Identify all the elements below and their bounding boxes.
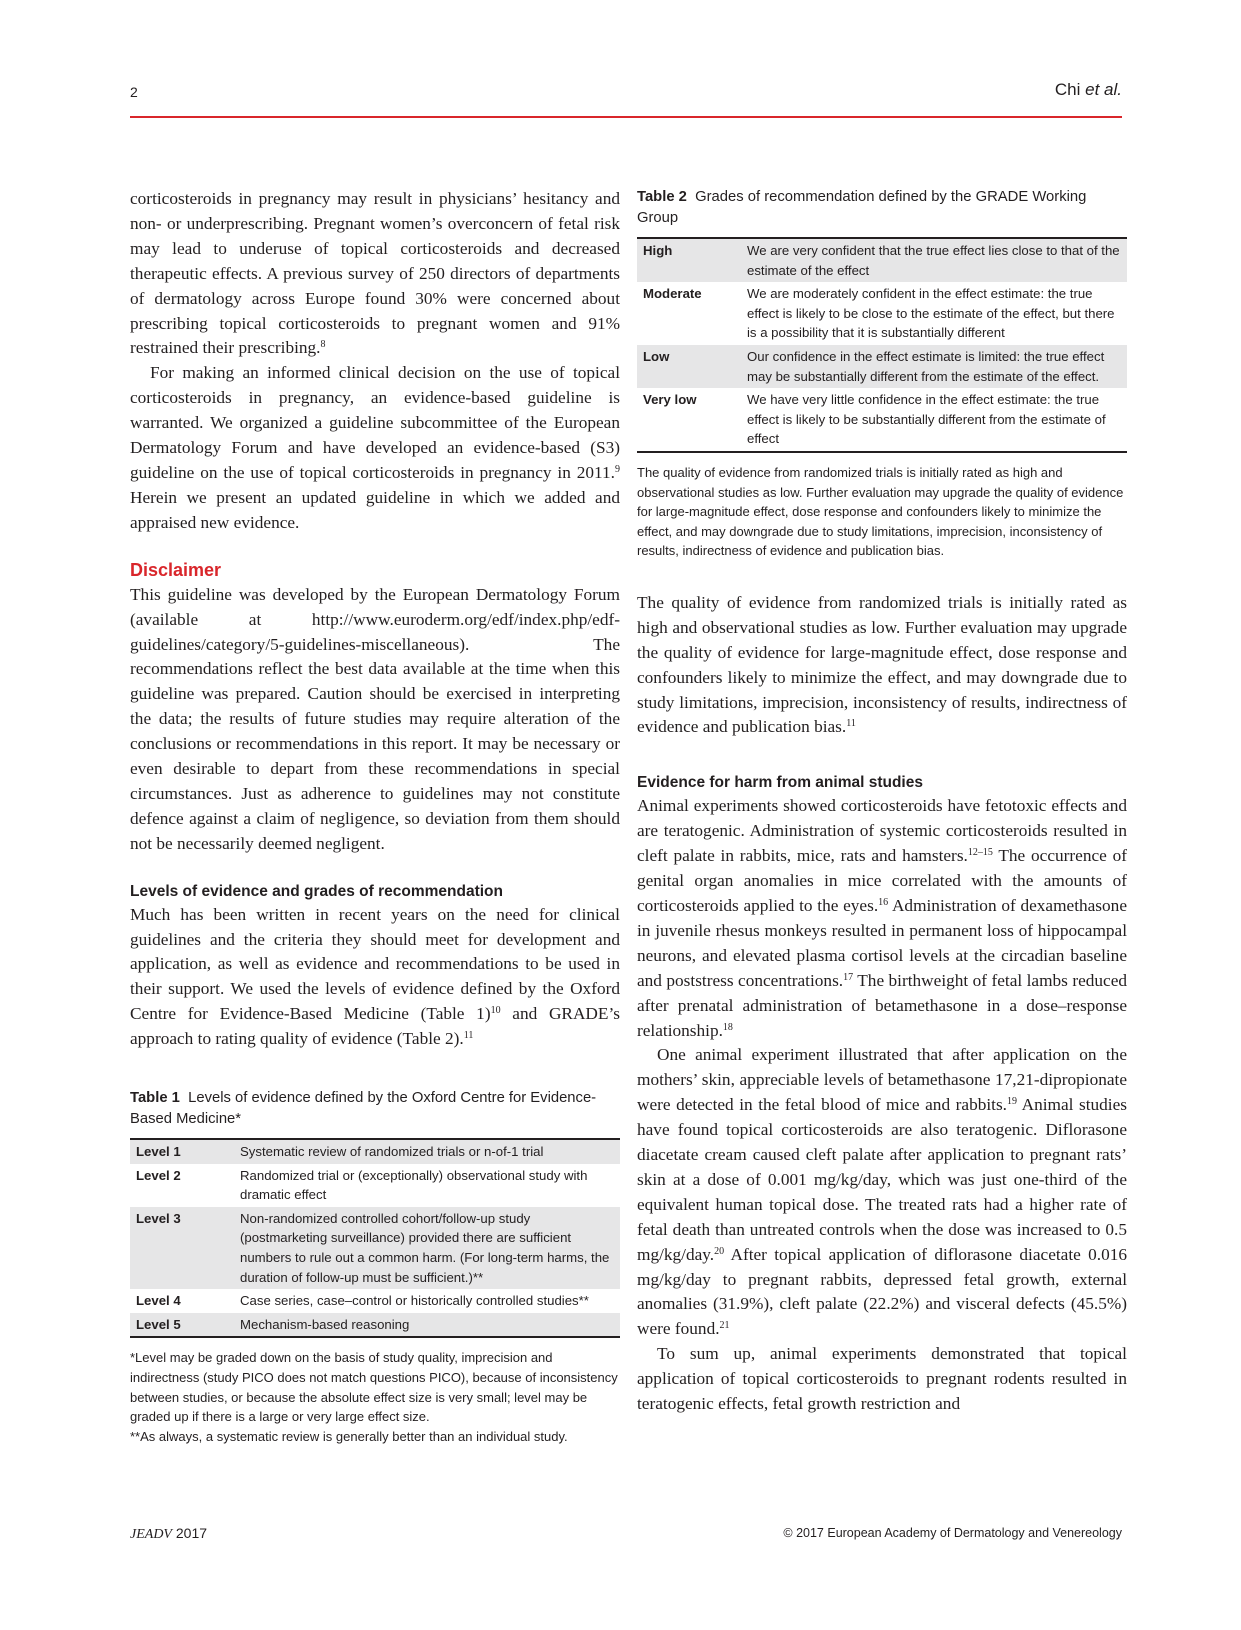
page-header [130,80,1122,118]
table-2-caption [637,187,1127,229]
table-row [130,1139,620,1164]
paragraph-text: Much has been written in recent years on the need for clinical guidelines and the criteria they should meet for development and application, as well as evidence and recommendations to be used in their support. We used the levels of evidence defined by the Oxford Centre for Evidence-Based Medicine (Table 1) [130,904,620,1024]
table-cell-level: Level 2 [136,1167,181,1183]
table-title: Grades of recommendation defined by the GRADE Working Group [637,189,1087,226]
table-row [637,345,1127,388]
reference-citation[interactable]: 17 [843,971,854,983]
disclaimer-paragraph: This guideline was developed by the European Dermatology Forum (available at http://www.euroderm.org/edf/index.php/edf-guidelines/category/5-guidelines-miscellaneous). The recommendations reflect the best data available at the time when this guideline was prepared. Caution should be exercised in interpreting the data; the results of future studies may require alteration of the conclusions or recommendations in this report. It may be necessary or even desirable to depart from these recommendations in special circumstances. Just as adherence to guidelines may not constitute defence against a claim of negligence, so deviation from them should not be necessarily deemed negligent. [130,584,620,853]
reference-citation[interactable]: 19 [1007,1096,1017,1108]
paragraph [637,591,1127,740]
reference-citation[interactable]: 11 [463,1030,474,1042]
table-row [130,1289,620,1313]
right-column [637,187,1127,1417]
table-row [637,388,1127,452]
reference-citation[interactable]: 8 [320,339,326,351]
paragraph-text: and GRADE’s approach to rating quality of evidence (Table 2). [130,1004,620,1049]
table-title: Levels of evidence defined by the Oxford Centre for Evidence-Based Medicine* [130,1090,597,1128]
paragraph-text: corticosteroids in pregnancy may result in physicians’ hesitancy and non- or underprescribing. Pregnant women’s overconcern of fetal risk may lead to underuse of topical corticosteroids and decreased therapeutic effects. A previous survey of 250 directors of departments of dermatology across Europe found 30% were concerned about prescribing topical corticosteroids to pregnant women and 91% restrained their prescribing. [130,189,620,358]
table-cell-desc: We are very confident that the true effect lies close to that of the estimate of the effect [741,238,1127,282]
reference-citation[interactable]: 16 [878,896,889,908]
table-cell-desc: Mechanism-based reasoning [234,1313,620,1338]
table-footnote-text: **As always, a systematic review is generally better than an individual study. [130,1428,568,1444]
table-1-footnote [130,1348,620,1446]
footer-copyright: © 2017 European Academy of Dermatology and Venereology [783,1526,1122,1540]
table-footnote-text: *Level may be graded down on the basis of study quality, imprecision and indirectness (study PICO does not match questions PICO), because of inconsistency between studies, or because the absolute effect size is very small; level may be graded up if there is a large or very large effect size. [130,1350,618,1425]
subsection-heading-animal: Evidence for harm from animal studies [637,774,923,792]
reference-citation[interactable]: 20 [714,1245,725,1257]
paragraph: To sum up, animal experiments demonstrated that topical application of topical corticosteroids to pregnant rodents resulted in teratogenic effects, fetal growth restriction and [637,1344,1127,1414]
running-head [1055,80,1122,100]
reference-citation[interactable]: 11 [846,718,856,730]
table-row [130,1313,620,1338]
table-cell-desc: Our confidence in the effect estimate is limited: the true effect may be substantially different from the estimate of the effect. [741,345,1127,388]
table-cell-grade: Very low [643,392,697,408]
table-cell-grade: Moderate [643,286,702,302]
table-label: Table 1 [130,1090,180,1107]
paragraph-text: For making an informed clinical decision on the use of topical corticosteroids in pregnancy, an evidence-based guideline is warranted. We organized a guideline subcommittee of the European Dermatology Forum and have developed an evidence-based (S3) guideline on the use of topical corticosteroids in pregnancy in 2011. [130,363,620,482]
section-heading-disclaimer: Disclaimer [130,559,222,580]
paragraph-text: Herein we present an updated guideline in which we added and appraised new evidence. [130,487,620,532]
table-cell-desc: Case series, case–control or historically controlled studies** [240,1293,589,1309]
table-cell-level: Level 5 [130,1313,234,1338]
table-cell-level: Level 3 [130,1207,234,1289]
table-2 [637,187,1127,561]
paragraph-text: The birthweight of fetal lambs reduced after prenatal administration of betamethasone in a dose–response relationship. [637,970,1128,1040]
table-row [637,282,1127,345]
table-cell-desc: Randomized trial or (exceptionally) observational study with dramatic effect [240,1167,588,1203]
table-1-grid [130,1138,620,1338]
paragraph-text: Administration of dexamethasone in juvenile rhesus monkeys resulted in permanent loss of hippocampal neurons, and elevated plasma cortisol levels at the circadian baseline and poststress concentrations. [637,895,1127,990]
table-cell-desc: Systematic review of randomized trials or n-of-1 trial [234,1139,620,1164]
table-2-grid [637,237,1127,453]
table-cell-grade: Low [637,345,741,388]
table-cell-level: Level 1 [130,1139,234,1164]
paragraph-text: The occurrence of genital organ anomalies in mice correlated with the amounts of corticosteroids applied to the eyes. [637,846,1127,915]
table-row [130,1207,620,1289]
journal-name: JEADV [130,1527,172,1542]
running-head-etal: et al. [1085,80,1122,99]
running-head-author: Chi [1054,80,1081,99]
paragraph-text: The quality of evidence from randomized trials is initially rated as high and observational studies as low. Further evaluation may upgrade the quality of evidence for large-magnitude effect, dose response and confounders likely to minimize the effect, and may downgrade due to study limitations, imprecision, inconsistency of results, indirectness of evidence and publication bias. [637,592,1127,737]
table-cell-desc: We have very little confidence in the effect estimate: the true effect is likely to be substantially different from the estimate of effect [747,392,1106,447]
reference-citation[interactable]: 9 [615,463,620,475]
paragraph [130,361,620,535]
reference-citation[interactable]: 12–15 [967,847,993,859]
table-cell-level: Level 4 [136,1293,181,1309]
paragraph-text: Animal studies have found topical corticosteroids are also teratogenic. Diflorasone diacetate cream caused cleft palate after application to pregnant rats’ skin at a dose of 0.001 mg/kg/day, which was just one-third of the equivalent human topical dose. The treated rats had a higher rate of fetal death than untreated controls when the dose was increased to 0.5 mg/kg/day. [637,1095,1127,1264]
footer-journal [130,1525,207,1543]
reference-citation[interactable]: 21 [719,1320,730,1332]
paragraph-text: After topical application of diflorasone diacetate 0.016 mg/kg/day to pregnant rabbits, depressed fetal growth, external anomalies (31.9%), cleft palate (22.2%) and visceral defects (45.5%) were found. [637,1244,1127,1339]
table-row [637,238,1127,282]
reference-citation[interactable]: 18 [722,1021,733,1033]
paragraph [130,187,620,361]
paragraph-text: One animal experiment illustrated that after application on the mothers’ skin, appreciable levels of betamethasone 17,21-dipropionate were detected in the fetal blood of mice and rabbits. [637,1045,1127,1115]
table-2-footnote: The quality of evidence from randomized trials is initially rated as high and observational studies as low. Further evaluation may upgrade the quality of evidence for large-magnitude effect, dose response and confounders likely to minimize the effect, and may downgrade due to study limitations, imprecision, inconsistency of results, indirectness of evidence and publication bias. [637,464,1124,559]
reference-citation[interactable]: 10 [490,1005,501,1017]
table-cell-grade: High [637,238,741,282]
paragraph [637,794,1127,1043]
subsection-heading-levels: Levels of evidence and grades of recommendation [130,882,503,900]
page-number: 2 [130,84,138,100]
paragraph [130,903,620,1052]
table-cell-desc: Non-randomized controlled cohort/follow-up study (postmarketing surveillance) provided there are sufficient numbers to rule out a common harm. (For long-term harms, the duration of follow-up must be sufficient.)** [234,1207,620,1289]
table-row [130,1164,620,1207]
table-cell-desc: We are moderately confident in the effect estimate: the true effect is likely to be close to the estimate of the effect, but there is a possibility that it is substantially different [747,286,1115,341]
table-1-caption [130,1088,620,1130]
journal-year: 2017 [175,1525,208,1541]
paragraph [637,1043,1127,1342]
table-label: Table 2 [637,189,687,205]
left-column [130,187,620,1446]
paragraph-text: Animal experiments showed corticosteroids have fetotoxic effects and are teratogenic. Administration of systemic corticosteroids resulted in cleft palate in rabbits, mice, rats and hamsters. [637,796,1127,866]
table-1 [130,1088,620,1446]
